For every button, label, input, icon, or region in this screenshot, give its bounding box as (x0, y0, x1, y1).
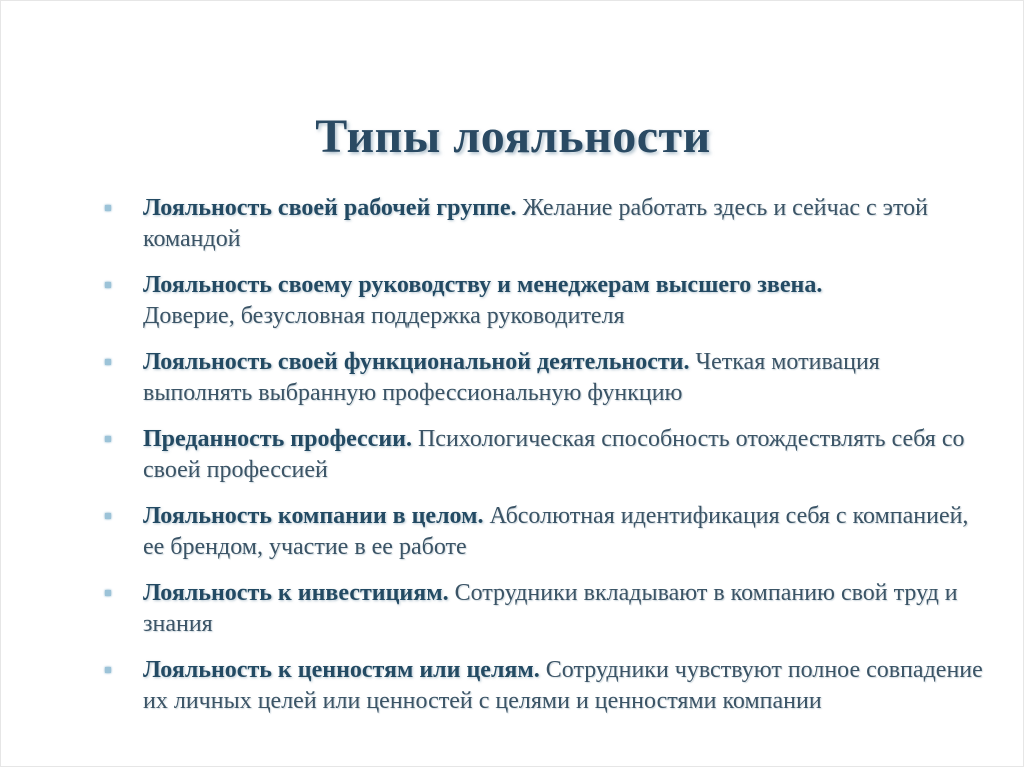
slide-title: Типы лояльности (315, 110, 711, 163)
square-bullet-icon (105, 205, 111, 211)
item-heading: Лояльность к инвестициям. (143, 580, 455, 606)
item-heading: Лояльность своему руководству и менеджерам высшего звена. (143, 272, 823, 298)
list-item (1, 193, 1024, 255)
item-description: Четкая мотивация выполнять выбранную профессиональную функцию (143, 349, 880, 406)
list-item (1, 655, 1024, 717)
list-item (1, 270, 1024, 332)
square-bullet-icon (105, 590, 111, 596)
item-heading: Лояльность своей рабочей группе. (143, 195, 523, 221)
square-bullet-icon (105, 359, 111, 365)
list-item (1, 347, 1024, 409)
item-heading: Преданность профессии. (143, 426, 418, 452)
list-item (1, 578, 1024, 640)
item-description: Желание работать здесь и сейчас с этой командой (143, 195, 928, 252)
item-heading: Лояльность своей функциональной деятельности. (143, 349, 696, 375)
square-bullet-icon (105, 513, 111, 519)
square-bullet-icon (105, 667, 111, 673)
item-description: Сотрудники вкладывают в компанию свой труд и знания (143, 580, 958, 637)
item-heading: Лояльность к ценностям или целям. (143, 657, 546, 683)
loyalty-types-list (1, 193, 1024, 732)
item-description: Абсолютная идентификация себя с компанией, ее брендом, участие в ее работе (143, 503, 969, 560)
item-description: Сотрудники чувствуют полное совпадение их личных целей или ценностей с целями и ценностями компании (143, 657, 983, 714)
list-item (1, 501, 1024, 563)
square-bullet-icon (105, 436, 111, 442)
item-heading: Лояльность компании в целом. (143, 503, 490, 529)
square-bullet-icon (105, 282, 111, 288)
item-description: Психологическая способность отождествлять себя со своей профессией (143, 426, 965, 483)
item-description: Доверие, безусловная поддержка руководителя (143, 303, 625, 329)
list-item (1, 424, 1024, 486)
